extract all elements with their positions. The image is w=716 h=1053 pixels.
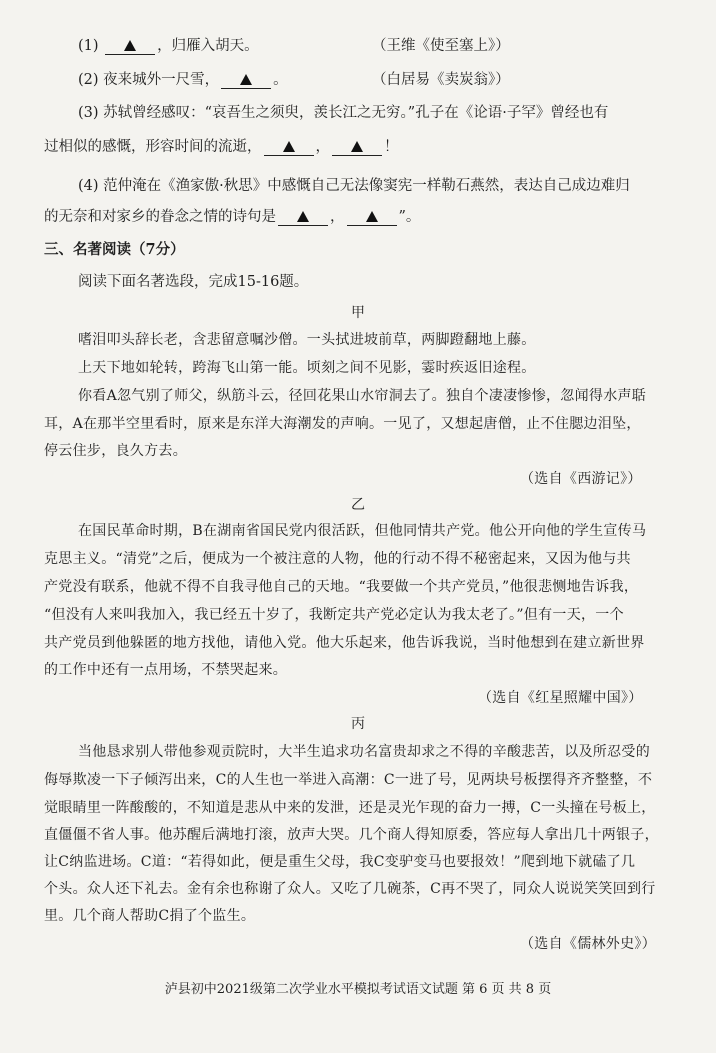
passage-a-line: 停云住步，良久方去。 <box>44 443 187 459</box>
triangle-icon <box>124 40 136 51</box>
question-4-end: ”。 <box>398 209 421 225</box>
question-3-text: 过相似的感慨，形容时间的流逝， <box>44 139 262 155</box>
question-4-text: 的无奈和对家乡的眷念之情的诗句是 <box>44 209 276 225</box>
question-2-text: (2) 夜来城外一尺雪， <box>78 72 220 88</box>
question-2-source: （白居易《卖炭翁》） <box>372 72 510 88</box>
passage-b-label: 乙 <box>351 497 365 513</box>
question-4-comma: ， <box>330 209 345 225</box>
passage-a-line: 你看A忽气别了师父，纵筋斗云，径回花果山水帘洞去了。独自个凄凄惨惨，忽闻得水声聒 <box>78 388 647 404</box>
section-title: 三、名著阅读（7分） <box>44 241 185 258</box>
passage-b-line: “但没有人来叫我加入，我已经五十岁了，我断定共产党必定认为我太老了。”但有一天，一个 <box>44 607 624 623</box>
passage-a-line: 上天下地如轮转，跨海飞山第一能。顷刻之间不见影，霎时疾返旧途程。 <box>78 360 536 376</box>
question-1-text: ，归雁入胡天。 <box>157 38 259 54</box>
passage-b-line: 克思主义。“清党”之后，便成为一个被注意的人物，他的行动不得不秘密起来，又因为他与共 <box>44 551 631 567</box>
question-1-source: （王维《使至塞上》） <box>372 38 510 54</box>
question-2 <box>78 70 288 90</box>
passage-c-line: 让C纳监进场。C道：“若得如此，便是重生父母，我C变驴变马也要报效！”爬到地下就磕了几 <box>44 854 636 870</box>
triangle-icon <box>297 211 309 222</box>
passage-c-source: （选自《儒林外史》） <box>520 936 656 952</box>
answer-blank[interactable] <box>332 139 382 156</box>
passage-b-line: 共产党员到他躲匿的地方找他，请他入党。他大乐起来，他告诉我说，当时他想到在建立新世界 <box>44 635 645 651</box>
passage-b-line: 在国民革命时期，B在湖南省国民党内很活跃，但他同情共产党。他公开向他的学生宣传马 <box>78 523 647 539</box>
page-footer: 泸县初中2021级第二次学业水平模拟考试语文试题 第 6 页 共 8 页 <box>164 982 552 997</box>
passage-a-label: 甲 <box>351 305 365 321</box>
passage-c-label: 丙 <box>351 716 365 732</box>
passage-c-line: 直僵僵不省人事。他苏醒后满地打滚，放声大哭。几个商人得知原委，答应每人拿出几十两银子， <box>44 827 659 843</box>
triangle-icon <box>366 211 378 222</box>
triangle-icon <box>283 141 295 152</box>
passage-a-line: 嗜泪叩头辞长老，含悲留意嘱沙僧。一头拭进坡前草，两脚蹬翻地上藤。 <box>78 332 536 348</box>
question-4-line-1: (4) 范仲淹在《渔家傲·秋思》中感慨自己无法像窦宪一样勒石燕然，表达自己成边难归 <box>78 178 630 194</box>
passage-c-line: 侮辱欺凌一下子倾泻出来，C的人生也一举进入高潮：C一进了号，见两块号板摆得齐齐整整，不 <box>44 772 653 788</box>
triangle-icon <box>240 74 252 85</box>
answer-blank[interactable] <box>347 209 397 226</box>
question-3-end: ！ <box>384 139 399 155</box>
question-1 <box>78 36 259 56</box>
question-4-line-2 <box>44 207 420 227</box>
section-intro: 阅读下面名著选段，完成15-16题。 <box>78 274 309 290</box>
answer-blank[interactable] <box>278 209 328 226</box>
passage-a-source: （选自《西游记》） <box>520 471 642 487</box>
question-1-number: (1) <box>78 38 99 54</box>
passage-b-line: 产党没有联系，他就不得不自我寻他自己的天地。“我要做一个共产党员，”他很悲恻地告诉我， <box>44 579 639 595</box>
question-3-line-2 <box>44 137 399 157</box>
answer-blank[interactable] <box>105 38 155 55</box>
question-2-end: 。 <box>273 72 288 88</box>
answer-blank[interactable] <box>264 139 314 156</box>
question-3-line-1: (3) 苏轼曾经感叹：“哀吾生之须臾，羡长江之无穷。”孔子在《论语·子罕》曾经也有 <box>78 105 609 121</box>
answer-blank[interactable] <box>221 72 271 89</box>
triangle-icon <box>351 141 363 152</box>
passage-a-line: 耳，A在那半空里看时，原来是东洋大海潮发的声响。一见了，又想起唐僧，止不住腮边泪坠， <box>44 416 641 432</box>
passage-c-line: 觉眼睛里一阵酸酸的，不知道是悲从中来的发泄，还是灵光乍现的奋力一搏，C一头撞在号板上， <box>44 800 656 816</box>
passage-c-line: 里。几个商人帮助C捐了个监生。 <box>44 908 256 924</box>
passage-b-source: （选自《红星照耀中国》） <box>478 690 643 706</box>
passage-c-line: 当他恳求别人带他参观贡院时，大半生追求功名富贵却求之不得的辛酸悲苦，以及所忍受的 <box>78 744 650 760</box>
passage-b-line: 的工作中还有一点用场，不禁哭起来。 <box>44 662 288 678</box>
passage-c-line: 个头。众人还下礼去。金有余也称谢了众人。又吃了几碗茶，C再不哭了，同众人说说笑笑回到行 <box>44 881 656 897</box>
question-3-comma: ， <box>315 139 330 155</box>
